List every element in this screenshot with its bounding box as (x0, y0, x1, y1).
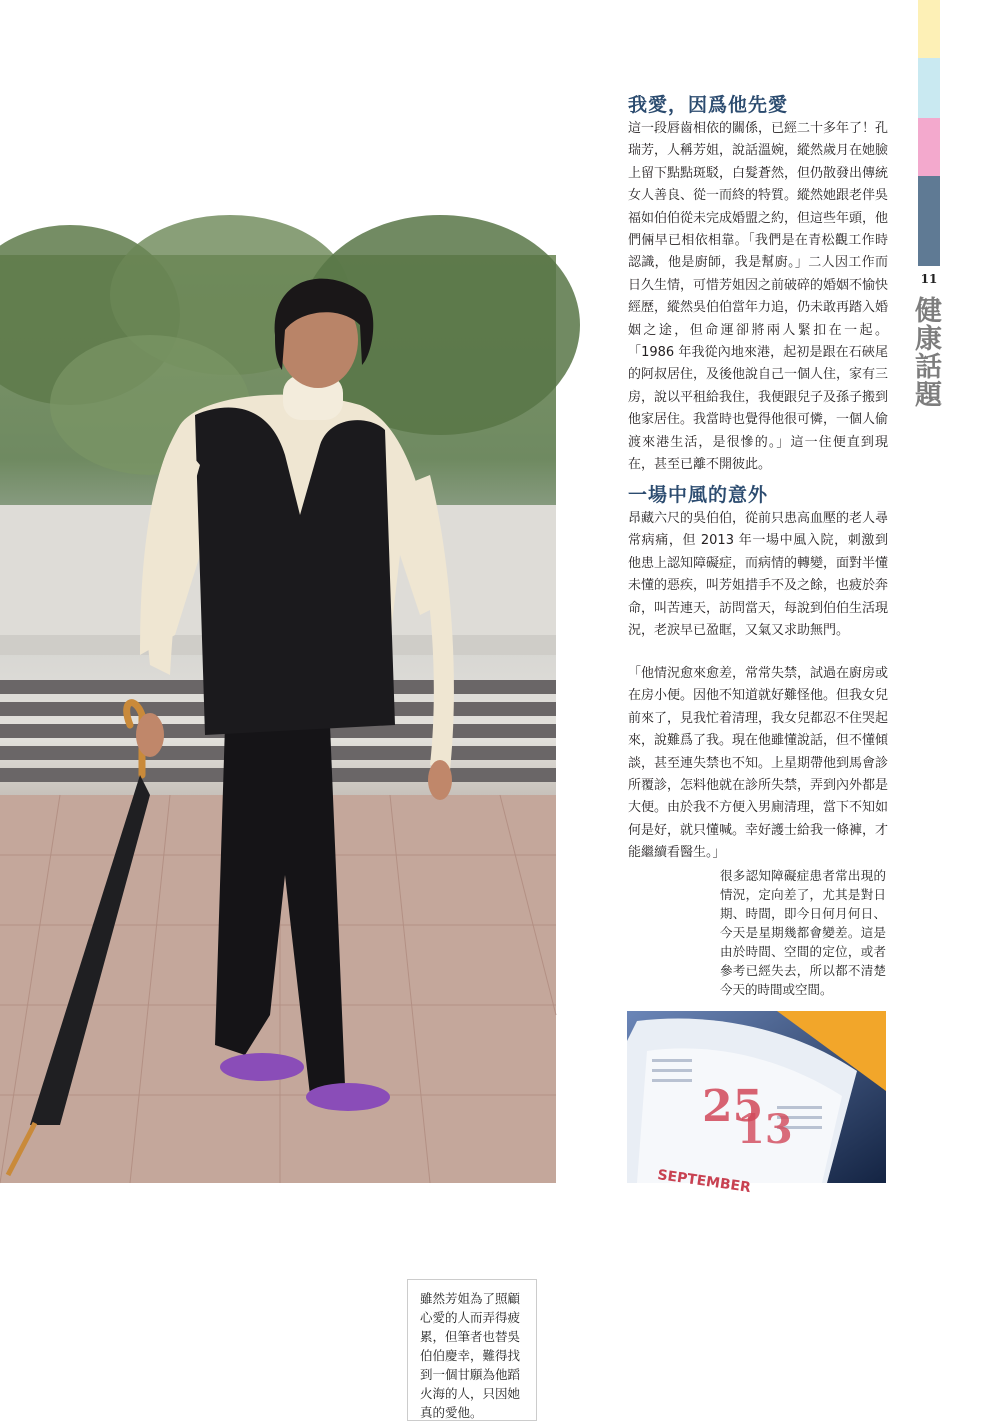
section-2-paragraph-1: 昂藏六尺的吳伯伯，從前只患高血壓的老人尋常病痛，但 2013 年一場中風入院，刺激到他患上認知障礙症，而病情的轉變，面對半懂未懂的惡疾，叫芳姐措手不及之餘，也疲於奔命，叫苦連天，訪問當天，每說到伯伯生活現況，老淚早已盈眶，又氣又求助無門。 (628, 511, 889, 639)
photo-illustration (0, 255, 556, 1183)
calendar-day-25: 25 (702, 1081, 764, 1132)
color-tab-yellow (918, 0, 940, 58)
color-tab-slate (918, 176, 940, 266)
color-tab-pink (918, 118, 940, 176)
section-1-paragraph-1: 這一段唇齒相依的關係，已經二十多年了！孔瑞芳，人稱芳姐，說話溫婉，縱然歲月在她臉上留下點點斑駁，白髮蒼然，但仍散發出傳統女人善良、從一而終的特質。縱然她跟老伴吳福如伯伯從未完成婚盟之約，但這些年頭，他們倆早已相依相靠。「我們是在青松觀工作時認識，他是廚師，我是幫廚。」二人因工作而日久生情，可惜芳姐因之前破碎的婚姻不愉快經歷，縱然吳伯伯當年力追，仍未敢再踏入婚姻之途，但命運卻將兩人緊扣在一起。「1986 年我從內地來港，起初是跟在石硤尾的阿叔居住，及後他說自己一個人住，家有三房，說以平租給我住，我便跟兒子及孫子搬到他家居住。我當時也覺得他很可憐，一個人偷渡來港生活，是很慘的。」這一住便直到現在，甚至已離不開彼此。 (628, 121, 889, 473)
section-heading-1: 我愛，因爲他先愛 (628, 94, 789, 116)
calendar-photo (627, 1011, 886, 1197)
calendar-month: SEPTEMBER (656, 1167, 752, 1197)
section-2-paragraph-2: 「他情況愈來愈差，常常失禁，試過在廚房或在房小便。因他不知道就好難怪他。但我女兒前來了，見我忙着清理，我女兒都忍不住哭起來，說難爲了我。現在他雖懂說話，但不懂傾談，甚至連失禁也不知。上星期帶他到馬會診所覆診，怎料他就在診所失禁，弄到內外都是大便。由於我不方便入男廁清理，當下不知如何是好，就只懂喊。幸好護士給我一條褲，才能繼續看醫生。」 (628, 666, 889, 861)
main-photo-elderly-woman (0, 255, 556, 1420)
color-tab-blue (918, 58, 940, 118)
section-title-vertical: 健康話題 (910, 296, 941, 408)
section-heading-2: 一場中風的意外 (628, 484, 769, 506)
calendar-illustration (627, 1011, 886, 1197)
page-number: 11 (920, 272, 938, 286)
calendar-day-13: 13 (737, 1106, 793, 1153)
side-note-disorientation: 很多認知障礙症患者常出現的情況，定向差了，尤其是對日期、時間，即今日何月何日、今天是星期幾都會變差。這是由於時間、空間的定位，或者參考已經失去，所以都不清楚今天的時間或空間。 (720, 868, 886, 997)
photo-caption: 雖然芳姐為了照顧心愛的人而弄得疲累，但筆者也替吳伯伯慶幸，難得找到一個甘願為他蹈火海的人，只因她真的愛他。 (407, 1279, 537, 1421)
